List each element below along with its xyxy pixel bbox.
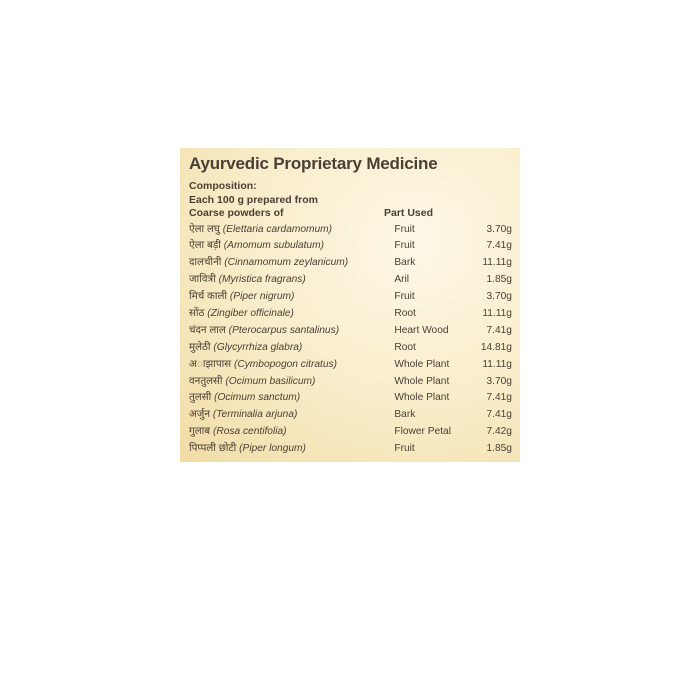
ingredient-quantity: 7.42g	[486, 426, 512, 438]
ingredient-part-used: Fruit	[394, 443, 415, 455]
ingredient-part-used: Flower Petal	[394, 426, 451, 438]
ingredient-row	[189, 323, 512, 340]
ingredient-hindi-name: जावित्री	[189, 274, 216, 286]
ingredient-hindi-name: अर्जुन	[189, 409, 210, 421]
ingredient-quantity: 14.81g	[480, 341, 512, 353]
ingredient-name	[189, 357, 394, 374]
ingredient-part-used: Heart Wood	[394, 324, 449, 336]
ingredient-latin-name: (Ocimum basilicum)	[225, 375, 316, 387]
ingredient-quantity: 11.11g	[482, 307, 512, 319]
ingredient-row	[189, 357, 512, 374]
ingredient-hindi-name: ऐला बड़ी	[189, 240, 221, 252]
ingredient-latin-name: (Terminalia arjuna)	[212, 409, 298, 421]
ingredient-name	[189, 222, 394, 239]
ingredient-hindi-name: अाझापास	[189, 358, 232, 370]
ingredient-row	[189, 306, 512, 323]
ingredient-part-used: Aril	[394, 274, 410, 286]
ingredient-name	[189, 289, 394, 306]
ingredient-quantity: 7.41g	[486, 324, 512, 336]
ingredient-part-used: Fruit	[394, 240, 415, 252]
ingredient-name	[189, 272, 394, 289]
ingredient-latin-name: (Elettaria cardamomum)	[222, 223, 333, 235]
ingredient-quantity: 7.41g	[486, 240, 512, 252]
ingredient-hindi-name: गुलाब	[189, 426, 211, 438]
ingredient-latin-name: (Pterocarpus santalinus)	[228, 324, 340, 336]
ingredient-quantity: 7.41g	[486, 409, 512, 421]
part-used-header: Part Used	[384, 207, 434, 219]
ingredient-row	[189, 424, 512, 441]
ingredient-quantity: 7.41g	[486, 392, 512, 404]
ingredient-name	[189, 306, 394, 323]
ingredient-row	[189, 390, 512, 407]
ingredient-part-used: Root	[394, 341, 416, 353]
ingredient-quantity: 3.70g	[486, 375, 512, 387]
ingredient-quantity: 1.85g	[486, 443, 512, 455]
ingredient-name	[189, 390, 394, 407]
ingredient-latin-name: (Piper nigrum)	[229, 291, 295, 303]
ingredient-hindi-name: तुलसी	[189, 392, 212, 404]
ingredient-name	[189, 323, 394, 340]
ingredient-part-used: Root	[394, 307, 416, 319]
ingredient-row	[189, 289, 512, 306]
ingredient-hindi-name: मुलेठी	[189, 341, 211, 353]
ingredient-part-used: Bark	[394, 409, 416, 421]
ingredient-name	[189, 238, 394, 255]
column-header-row	[189, 207, 512, 221]
ingredient-latin-name: (Glycyrrhiza glabra)	[213, 341, 303, 353]
ingredient-quantity: 3.70g	[486, 223, 512, 235]
ingredient-row	[189, 238, 512, 255]
ingredient-latin-name: (Piper longum)	[239, 443, 306, 455]
ingredient-latin-name: (Rosa centifolia)	[212, 426, 287, 438]
ingredient-list	[189, 222, 512, 458]
composition-basis: Each 100 g prepared from	[189, 193, 318, 206]
ingredient-row	[189, 374, 512, 391]
composition-intro	[189, 180, 512, 221]
ingredient-quantity: 11.11g	[482, 257, 512, 269]
ingredient-row	[189, 255, 512, 272]
ingredient-latin-name: (Cymbopogon citratus)	[233, 358, 338, 370]
label-title: Ayurvedic Proprietary Medicine	[189, 154, 438, 173]
ingredient-row	[189, 407, 512, 424]
ingredient-part-used: Bark	[394, 257, 416, 269]
product-label	[180, 148, 520, 462]
ingredient-quantity: 3.70g	[486, 291, 512, 303]
ingredient-hindi-name: सोंठ	[189, 307, 205, 319]
ingredient-quantity: 11.11g	[482, 358, 512, 370]
ingredient-row	[189, 272, 512, 289]
coarse-powders-label: Coarse powders of	[189, 207, 284, 219]
ingredient-name	[189, 340, 394, 357]
ingredient-latin-name: (Ocimum sanctum)	[214, 392, 301, 404]
ingredient-latin-name: (Myristica fragrans)	[218, 274, 306, 286]
ingredient-latin-name: (Amomum subulatum)	[223, 240, 324, 252]
ingredient-part-used: Whole Plant	[394, 358, 450, 370]
ingredient-hindi-name: वनतुलसी	[189, 375, 223, 387]
ingredient-part-used: Whole Plant	[394, 392, 450, 404]
ingredient-hindi-name: चंदन लाल	[189, 324, 226, 336]
ingredient-name	[189, 407, 394, 424]
ingredient-hindi-name: मिर्च काली	[189, 291, 228, 303]
ingredient-latin-name: (Cinnamomum zeylanicum)	[224, 257, 349, 269]
ingredient-row	[189, 340, 512, 357]
ingredient-hindi-name: ऐला लघु	[189, 223, 220, 235]
ingredient-latin-name: (Zingiber officinale)	[207, 307, 294, 319]
ingredient-row	[189, 441, 512, 458]
ingredient-part-used: Whole Plant	[394, 375, 450, 387]
ingredient-part-used: Fruit	[394, 223, 415, 235]
composition-label: Composition:	[189, 180, 257, 192]
ingredient-part-used: Fruit	[394, 291, 415, 303]
ingredient-name	[189, 255, 394, 272]
ingredient-name	[189, 374, 394, 391]
ingredient-name	[189, 441, 394, 458]
ingredient-name	[189, 424, 394, 441]
ingredient-row	[189, 222, 512, 239]
ingredient-quantity: 1.85g	[486, 274, 512, 286]
ingredient-hindi-name: दालचीनी	[189, 257, 222, 269]
ingredient-hindi-name: पिप्पली छोटी	[189, 443, 237, 455]
